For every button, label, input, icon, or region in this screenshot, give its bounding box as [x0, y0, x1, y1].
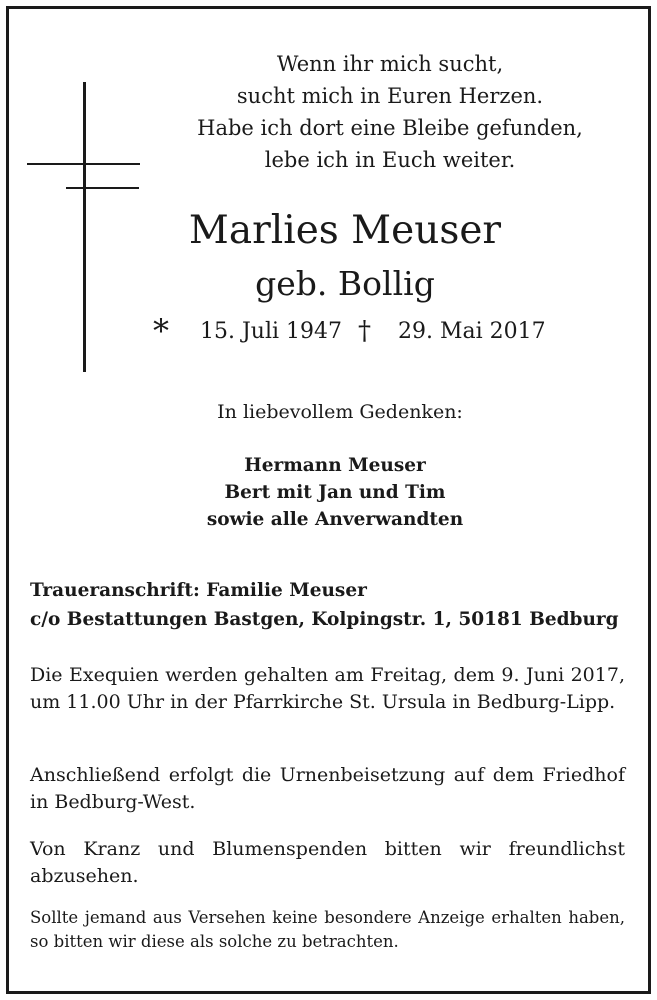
- birth-star-icon: *: [153, 312, 169, 350]
- maiden-name: geb. Bollig: [255, 264, 435, 303]
- mourning-address: [30, 576, 630, 634]
- cross-vertical-bar: [83, 82, 86, 372]
- notice-paragraph: Sollte jemand aus Versehen keine besondere Anzeige erhalten haben, so bitten wir diese als solche zu betrachten.: [30, 908, 625, 951]
- address-line: Traueranschrift: Familie Meuser: [30, 580, 367, 601]
- family-list: [150, 452, 520, 533]
- poem-line: sucht mich in Euren Herzen.: [236, 84, 544, 108]
- poem-line: Wenn ihr mich sucht,: [276, 52, 504, 76]
- urn-burial-paragraph: Anschließend erfolgt die Urnenbeisetzung auf dem Friedhof in Bedburg-West.: [30, 764, 625, 813]
- cross-horizontal-bar: [27, 163, 140, 165]
- mourning-line: In liebevollem Gedenken:: [217, 401, 463, 423]
- poem-line: lebe ich in Euch weiter.: [264, 148, 516, 172]
- death-dagger-icon: †: [358, 316, 371, 346]
- family-member: Bert mit Jan und Tim: [224, 482, 446, 503]
- poem-line: Habe ich dort eine Bleibe gefunden,: [197, 116, 583, 140]
- death-date: 29. Mai 2017: [398, 319, 546, 344]
- family-member: sowie alle Anverwandten: [206, 509, 464, 530]
- flowers-paragraph: Von Kranz und Blumenspenden bitten wir freundlichst abzusehen.: [30, 838, 625, 887]
- deceased-name: Marlies Meuser: [188, 208, 502, 253]
- funeral-mass-paragraph: Die Exequien werden gehalten am Freitag, dem 9. Juni 2017, um 11.00 Uhr in der Pfarrkirche St. Ursula in Bedburg-Lipp.: [30, 664, 625, 713]
- birth-date: 15. Juli 1947: [200, 319, 343, 344]
- cross-horizontal-bar-short: [66, 187, 139, 189]
- family-member: Hermann Meuser: [244, 455, 426, 476]
- address-line: c/o Bestattungen Bastgen, Kolpingstr. 1, 50181 Bedburg: [30, 609, 619, 630]
- poem: [150, 48, 630, 176]
